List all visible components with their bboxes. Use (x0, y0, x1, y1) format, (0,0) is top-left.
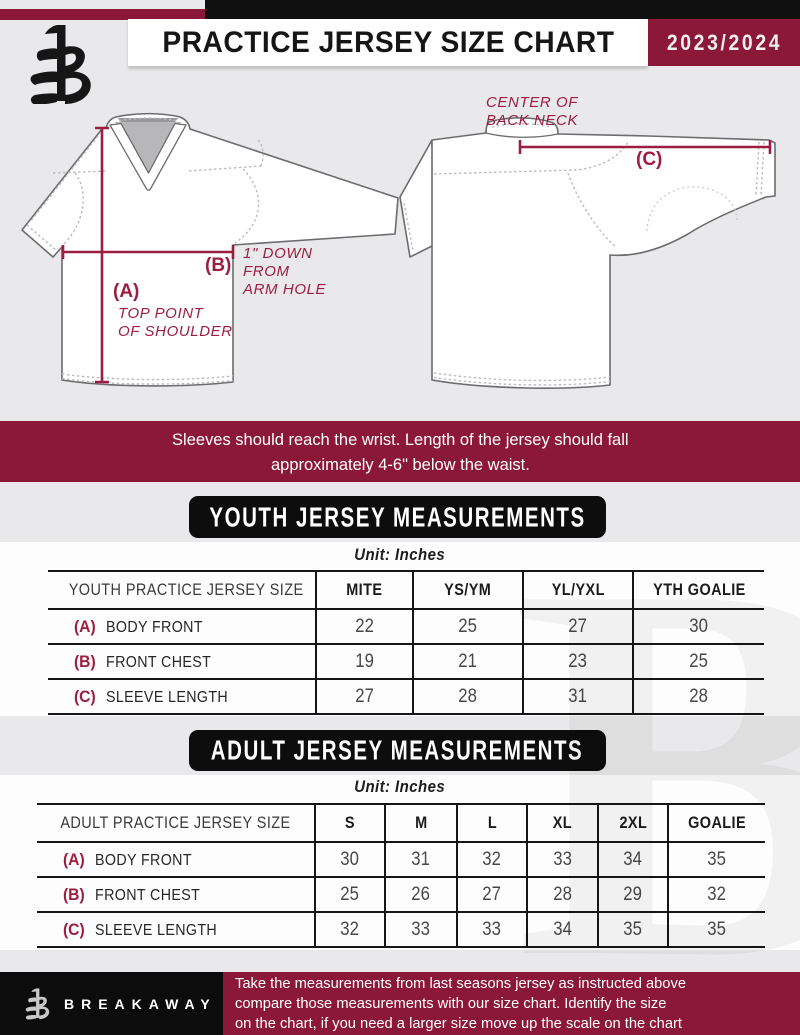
size-column-header: S (315, 804, 385, 842)
youth-unit-note: Unit: Inches (354, 545, 446, 564)
label-A: (A) (113, 281, 140, 302)
measurement-value-cell: 28 (413, 679, 523, 714)
measurement-row (37, 877, 765, 912)
table-header-row (37, 804, 765, 842)
adult-section-heading-box (189, 730, 606, 771)
footer-instruction-line: compare those measurements with our size chart. Identify the size (235, 994, 667, 1012)
measurement-value-cell: 35 (668, 842, 765, 877)
measurement-value-cell: 28 (633, 679, 764, 714)
measurement-value-cell: 30 (315, 842, 385, 877)
measurement-row-label: (A) BODY FRONT (48, 609, 316, 644)
size-column-header: YTH GOALIE (633, 571, 764, 609)
label-B-note-3: ARM HOLE (243, 281, 327, 298)
measurement-value-cell: 25 (413, 609, 523, 644)
measurement-value-cell: 22 (316, 609, 413, 644)
size-column-label: ADULT PRACTICE JERSEY SIZE (37, 804, 315, 842)
measurement-row-label: (C) SLEEVE LENGTH (48, 679, 316, 714)
table-header-row (48, 571, 764, 609)
size-column-header: XL (527, 804, 598, 842)
label-C: (C) (636, 149, 663, 170)
measurement-value-cell: 25 (633, 644, 764, 679)
measurement-value-cell: 33 (385, 912, 457, 947)
youth-measurements-table (48, 570, 764, 715)
fit-note-line: approximately 4-6" below the waist. (270, 454, 530, 474)
size-column-header: MITE (316, 571, 413, 609)
footer-instructions (223, 972, 800, 1035)
measurement-row (48, 679, 764, 714)
measurement-value-cell: 21 (413, 644, 523, 679)
measurement-row (37, 842, 765, 877)
measurement-value-cell: 29 (598, 877, 668, 912)
label-C-note-1: CENTER OF (486, 94, 579, 111)
measurement-row-label: (C) SLEEVE LENGTH (37, 912, 315, 947)
measurement-row-label: (B) FRONT CHEST (48, 644, 316, 679)
adult-measurements-table (37, 803, 765, 948)
measurement-value-cell: 35 (598, 912, 668, 947)
footer-instruction-line: on the chart, if you need a larger size move up the scale on the chart (235, 1014, 682, 1032)
youth-section-heading-box (189, 496, 606, 538)
size-column-header: L (457, 804, 527, 842)
fit-note-line: Sleeves should reach the wrist. Length of the jersey should fall (171, 429, 629, 449)
measurement-value-cell: 27 (457, 877, 527, 912)
front-jersey-diagram (15, 95, 410, 415)
measurement-row-label: (A) BODY FRONT (37, 842, 315, 877)
breakaway-b-logo-small (24, 987, 52, 1021)
footer-brand-block (0, 972, 223, 1035)
measurement-value-cell: 33 (527, 842, 598, 877)
fit-note-banner (0, 421, 800, 482)
size-column-label: YOUTH PRACTICE JERSEY SIZE (48, 571, 316, 609)
back-jersey-diagram (398, 85, 797, 415)
season-label: 2023/2024 (666, 29, 782, 55)
measurement-row (37, 912, 765, 947)
measurement-value-cell: 32 (668, 877, 765, 912)
size-column-header: 2XL (598, 804, 668, 842)
footer-instruction-line: Take the measurements from last seasons jersey as instructed above (235, 974, 687, 992)
measurement-value-cell: 27 (316, 679, 413, 714)
label-A-note-1: TOP POINT (118, 305, 204, 322)
page-title-box (128, 19, 648, 66)
measurement-value-cell: 35 (668, 912, 765, 947)
measurement-value-cell: 26 (385, 877, 457, 912)
measurement-value-cell: 28 (527, 877, 598, 912)
measurement-row (48, 644, 764, 679)
label-B-note-1: 1" DOWN (243, 245, 313, 262)
youth-section-heading: YOUTH JERSEY MEASUREMENTS (209, 500, 586, 533)
measurement-value-cell: 34 (598, 842, 668, 877)
measurement-value-cell: 23 (523, 644, 633, 679)
measurement-value-cell: 27 (523, 609, 633, 644)
measurement-value-cell: 19 (316, 644, 413, 679)
label-C-note-2: BACK NECK (486, 112, 579, 129)
season-badge (648, 19, 800, 66)
size-column-header: M (385, 804, 457, 842)
measurement-value-cell: 30 (633, 609, 764, 644)
breakaway-b-logo (26, 22, 98, 104)
label-B: (B) (205, 255, 232, 276)
measurement-value-cell: 34 (527, 912, 598, 947)
measurement-value-cell: 25 (315, 877, 385, 912)
measurement-row (48, 609, 764, 644)
measurement-value-cell: 31 (523, 679, 633, 714)
measurement-value-cell: 32 (315, 912, 385, 947)
size-column-header: YS/YM (413, 571, 523, 609)
adult-unit-note: Unit: Inches (354, 777, 446, 796)
brand-name: BREAKAWAY (64, 995, 217, 1012)
size-column-header: GOALIE (668, 804, 765, 842)
measurement-value-cell: 31 (385, 842, 457, 877)
label-A-note-2: OF SHOULDER (118, 323, 233, 340)
label-B-note-2: FROM (243, 263, 290, 280)
measurement-value-cell: 33 (457, 912, 527, 947)
top-accent-black-bar (205, 0, 800, 20)
measurement-row-label: (B) FRONT CHEST (37, 877, 315, 912)
size-column-header: YL/YXL (523, 571, 633, 609)
measurement-value-cell: 32 (457, 842, 527, 877)
adult-section-heading: ADULT JERSEY MEASUREMENTS (211, 734, 584, 766)
page-title: PRACTICE JERSEY SIZE CHART (161, 25, 614, 59)
